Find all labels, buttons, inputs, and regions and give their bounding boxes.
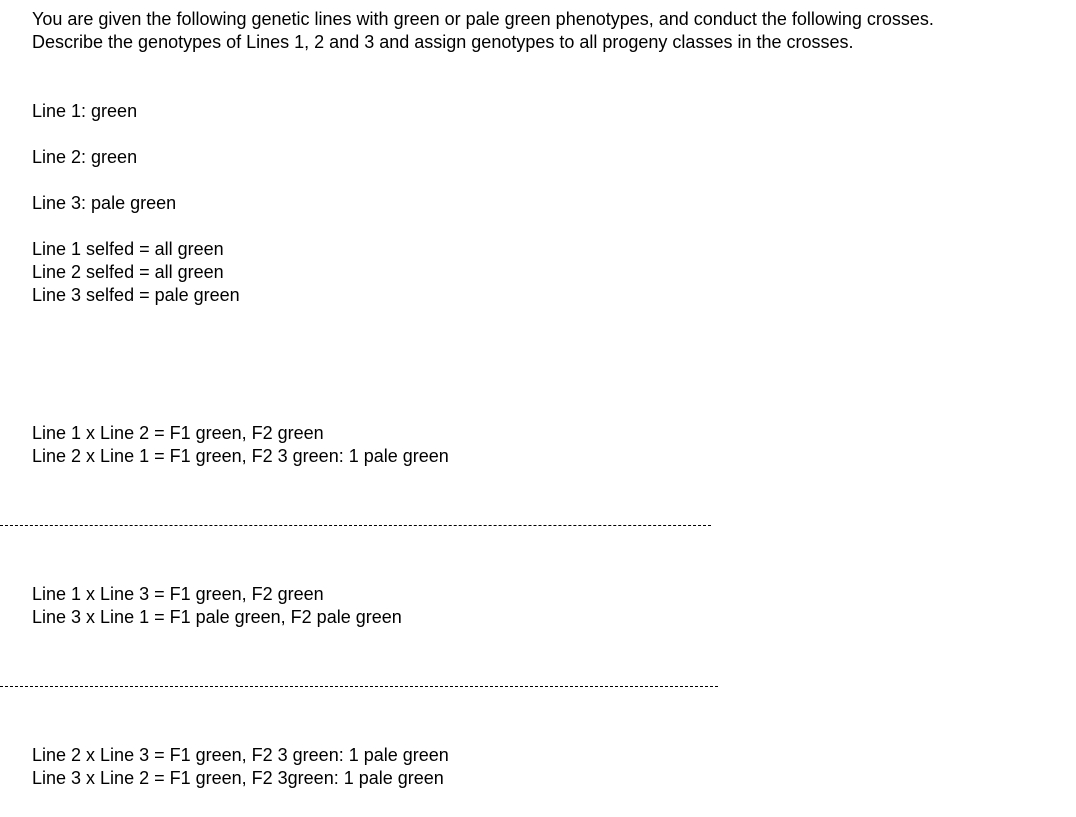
cross-line1-x-line3: Line 1 x Line 3 = F1 green, F2 green bbox=[32, 584, 324, 604]
intro-line-1: You are given the following genetic lines with green or pale green phenotypes, and conduct the following crosses. bbox=[32, 9, 934, 29]
line-3-phenotype: Line 3: pale green bbox=[32, 193, 177, 213]
intro-line-2: Describe the genotypes of Lines 1, 2 and 3 and assign genotypes to all progeny classes in the crosses. bbox=[32, 32, 854, 52]
cross-line3-x-line2: Line 3 x Line 2 = F1 green, F2 3green: 1 pale green bbox=[32, 768, 444, 788]
cross-line2-x-line3: Line 2 x Line 3 = F1 green, F2 3 green: 1 pale green bbox=[32, 745, 449, 765]
dashed-divider-1 bbox=[0, 525, 711, 526]
cross-line3-x-line1: Line 3 x Line 1 = F1 pale green, F2 pale green bbox=[32, 607, 402, 627]
line-2-selfed: Line 2 selfed = all green bbox=[32, 262, 224, 282]
dashed-divider-2 bbox=[0, 686, 718, 687]
cross-line2-x-line1: Line 2 x Line 1 = F1 green, F2 3 green: 1 pale green bbox=[32, 446, 449, 466]
line-3-selfed: Line 3 selfed = pale green bbox=[32, 285, 240, 305]
line-1-selfed: Line 1 selfed = all green bbox=[32, 239, 224, 259]
cross-line1-x-line2: Line 1 x Line 2 = F1 green, F2 green bbox=[32, 423, 324, 443]
line-1-phenotype: Line 1: green bbox=[32, 101, 138, 121]
line-2-phenotype: Line 2: green bbox=[32, 147, 138, 167]
